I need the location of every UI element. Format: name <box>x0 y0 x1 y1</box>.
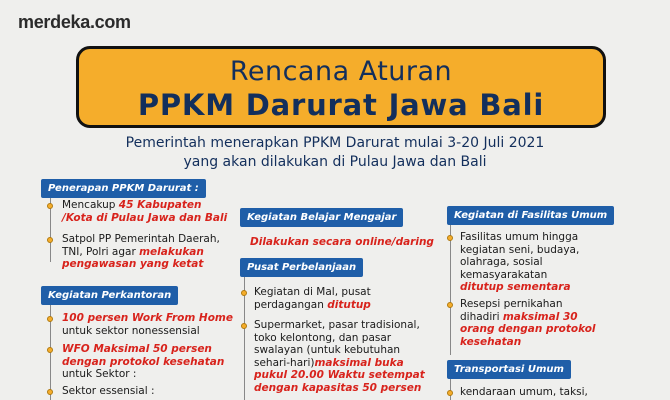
item-text: Sektor essensial : <box>62 385 155 397</box>
item-mal <box>254 286 444 311</box>
subtitle-line-2: yang akan dilakukan di Pulau Jawa dan Bali <box>183 154 487 170</box>
item-text: perdagangan <box>254 298 328 311</box>
title-line-2: PPKM Darurat Jawa Bali <box>137 88 545 122</box>
item-highlight: 45 Kabupaten <box>118 199 202 211</box>
bullet-dot <box>447 302 453 308</box>
item-wfo <box>62 343 242 381</box>
item-highlight: maksimal buka <box>314 356 404 369</box>
item-highlight: orang dengan protokol <box>460 323 596 335</box>
header-penerapan-ppkm: Penerapan PPKM Darurat : <box>41 179 206 198</box>
title-line-1: Rencana Aturan <box>229 56 453 87</box>
merdeka-logo: merdeka.com <box>18 12 131 32</box>
bullet-dot <box>241 290 247 296</box>
item-highlight: dengan protokol kesehatan <box>62 355 225 368</box>
bullet-dot <box>47 389 53 395</box>
bullet-dot <box>47 347 53 353</box>
item-text: Kegiatan di Mal, pusat <box>254 286 371 298</box>
item-cakupan <box>62 199 242 224</box>
item-text: kendaraan umum, taksi, <box>460 386 588 398</box>
header-kegiatan-belajar: Kegiatan Belajar Mengajar <box>240 208 403 227</box>
item-wfh <box>62 312 242 337</box>
bullet-dot <box>47 203 53 209</box>
item-sektor-essensial <box>62 385 242 398</box>
item-text: Resepsi pernikahan <box>460 298 563 310</box>
item-text: kegiatan seni, budaya, <box>460 243 580 256</box>
item-text: toko kelontong, dan pasar <box>254 331 392 344</box>
bullet-dot <box>447 235 453 241</box>
item-highlight: 100 persen Work From Home <box>62 312 233 324</box>
item-highlight: melakukan <box>139 245 204 258</box>
item-text: Supermarket, pasar tradisional, <box>254 319 420 331</box>
item-text: swalayan (untuk kebutuhan <box>254 344 401 356</box>
bullet-dot <box>47 316 53 322</box>
item-highlight: pukul 20.00 Waktu setempat <box>254 369 425 381</box>
item-highlight: kesehatan <box>460 335 522 348</box>
item-text: untuk sektor nonessensial <box>62 324 200 337</box>
item-highlight: pengawasan yang ketat <box>62 258 204 270</box>
item-highlight: ditutup sementara <box>460 281 571 293</box>
item-text: untuk Sektor : <box>62 368 137 380</box>
item-highlight: WFO Maksimal 50 persen <box>62 343 212 355</box>
header-pusat-perbelanjaan: Pusat Perbelanjaan <box>240 258 363 277</box>
subtitle <box>40 134 630 172</box>
item-highlight: dengan kapasitas 50 persen <box>254 381 422 394</box>
header-fasilitas-umum: Kegiatan di Fasilitas Umum <box>447 206 614 225</box>
item-text: Mencakup <box>62 199 119 211</box>
item-highlight: /Kota di Pulau Jawa dan Bali <box>62 211 228 224</box>
item-text: olahraga, sosial <box>460 256 543 268</box>
item-text: dihadiri <box>460 310 503 323</box>
bullet-dot <box>241 323 247 329</box>
item-highlight: maksimal 30 <box>502 310 578 323</box>
bullet-dot <box>47 237 53 243</box>
item-highlight: ditutup <box>327 298 371 311</box>
item-daring <box>250 236 440 249</box>
item-satpol <box>62 233 242 271</box>
item-text: TNI, Polri agar <box>62 245 140 258</box>
timeline-line <box>450 225 451 355</box>
header-kegiatan-perkantoran: Kegiatan Perkantoran <box>41 286 178 305</box>
item-fasilitas <box>460 231 630 294</box>
subtitle-line-1: Pemerintah menerapkan PPKM Darurat mulai 3-20 Juli 2021 <box>125 135 545 151</box>
item-text: sehari-hari) <box>254 356 315 369</box>
item-resepsi <box>460 298 630 348</box>
title-banner <box>76 46 606 128</box>
header-transportasi-umum: Transportasi Umum <box>447 360 571 379</box>
item-highlight: Dilakukan secara online/daring <box>250 236 434 248</box>
item-text: kemasyarakatan <box>460 268 548 281</box>
item-kendaraan <box>460 386 630 399</box>
bullet-dot <box>447 390 453 396</box>
item-text: Satpol PP Pemerintah Daerah, <box>62 233 220 245</box>
item-supermarket <box>254 319 444 394</box>
item-text: Fasilitas umum hingga <box>460 231 579 243</box>
